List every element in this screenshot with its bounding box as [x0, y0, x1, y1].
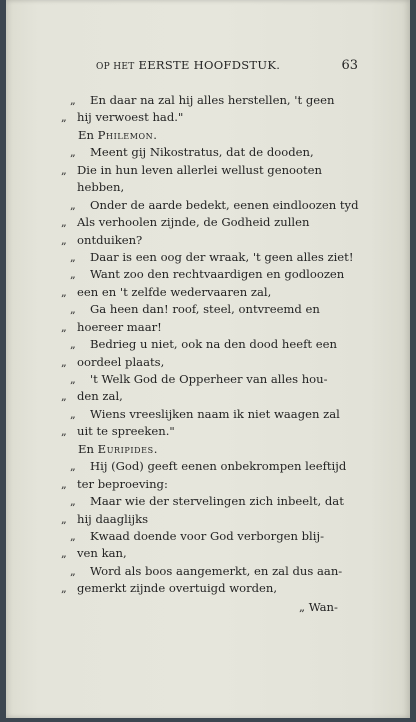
- text-line: [64, 563, 364, 580]
- speaker-line: En Euripides.: [78, 441, 158, 456]
- running-head-prefix: OP HET: [96, 62, 135, 72]
- page-number: 63: [341, 58, 358, 73]
- line-text: 't Welk God de Opperheer van alles hou-: [90, 372, 328, 386]
- text-line: [64, 336, 364, 353]
- text-line: [61, 580, 364, 597]
- line-text: ter beproeving:: [77, 476, 168, 491]
- line-text: Wiens vreeslijken naam ik niet waagen zal: [90, 406, 340, 421]
- quote-mark: „: [61, 320, 67, 334]
- quote-mark: „: [70, 250, 76, 264]
- line-text: Ga heen dan! roof, steel, ontvreemd en: [90, 302, 320, 317]
- text-line: [64, 493, 364, 510]
- text-line: [64, 441, 364, 458]
- text-line: [61, 109, 364, 126]
- quote-mark: „: [61, 216, 67, 230]
- text-line: [61, 284, 364, 301]
- text-line: [64, 406, 364, 423]
- quote-mark: „: [70, 146, 76, 160]
- text-line: [61, 476, 364, 493]
- quote-mark: „: [61, 547, 67, 561]
- text-line: [64, 266, 364, 283]
- text-line: [61, 232, 364, 249]
- line-text: uit te spreeken.": [77, 424, 175, 439]
- quote-mark: „: [70, 268, 76, 282]
- line-text: Onder de aarde bedekt, eenen eindloozen tyd: [90, 197, 359, 212]
- line-text: Word als boos aangemerkt, en zal dus aan-: [90, 563, 343, 578]
- line-text: den zal,: [77, 389, 123, 404]
- quote-mark: „: [61, 390, 67, 404]
- text-line: [61, 319, 364, 336]
- line-text: hoereer maar!: [77, 319, 162, 334]
- text-line: [64, 528, 364, 545]
- line-text: gemerkt zijnde overtuigd worden,: [77, 581, 278, 596]
- line-text: hij daaglijks: [77, 511, 149, 526]
- text-line: [64, 249, 364, 266]
- line-text: En daar na zal hij alles herstellen, 't geen: [90, 93, 335, 107]
- line-text: hebben,: [77, 180, 125, 195]
- quote-mark: „: [70, 460, 76, 474]
- quote-mark: „: [70, 529, 76, 543]
- line-text: Daar is een oog der wraak, 't geen alles ziet!: [90, 249, 354, 264]
- quote-mark: „: [70, 303, 76, 317]
- text-line: [64, 92, 364, 109]
- line-text: Hij (God) geeft eenen onbekrompen leeftijd: [90, 459, 347, 474]
- quote-mark: „: [70, 564, 76, 578]
- text-line: [61, 511, 364, 528]
- quote-mark: „: [61, 285, 67, 299]
- line-text: Als verhoolen zijnde, de Godheid zullen: [77, 215, 310, 230]
- line-text: ven kan,: [77, 546, 127, 561]
- body-text: [61, 92, 364, 598]
- text-line: [64, 127, 364, 144]
- catchword: „ Wan-: [299, 600, 338, 614]
- quote-mark: „: [70, 198, 76, 212]
- line-text: oordeel plaats,: [77, 354, 165, 369]
- text-line: [61, 388, 364, 405]
- quote-mark: „: [61, 477, 67, 491]
- line-text: een en 't zelfde wedervaaren zal,: [77, 284, 272, 299]
- running-head-main: EERSTE HOOFDSTUK.: [138, 58, 281, 72]
- text-line: [61, 214, 364, 231]
- text-line: [64, 458, 364, 475]
- text-line: [61, 354, 364, 371]
- speaker-line: En Philemon.: [78, 127, 158, 142]
- page-header: [96, 58, 358, 73]
- text-line: [64, 144, 364, 161]
- line-text: Want zoo den rechtvaardigen en godloozen: [90, 267, 345, 282]
- line-text: hij verwoest had.": [77, 110, 184, 125]
- line-text: Bedrieg u niet, ook na den dood heeft een: [90, 337, 337, 352]
- quote-mark: „: [70, 407, 76, 421]
- line-text: Meent gij Nikostratus, dat de dooden,: [90, 145, 314, 160]
- quote-mark: „: [61, 582, 67, 596]
- line-text: ontduiken?: [77, 232, 143, 247]
- quote-mark: „: [61, 111, 67, 125]
- text-line: [61, 545, 364, 562]
- line-text: Die in hun leven allerlei wellust genooten: [77, 162, 322, 177]
- text-line: [61, 162, 364, 179]
- quote-mark: „: [70, 373, 76, 386]
- text-line: [64, 371, 364, 388]
- quote-mark: „: [61, 355, 67, 369]
- book-page: [6, 0, 410, 718]
- running-head: [96, 58, 280, 72]
- text-line: [61, 423, 364, 440]
- quote-mark: „: [61, 233, 67, 247]
- quote-mark: „: [70, 338, 76, 352]
- quote-mark: „: [61, 163, 67, 177]
- line-text: Kwaad doende voor God verborgen blij-: [90, 528, 324, 543]
- text-line: [64, 179, 364, 196]
- quote-mark: „: [70, 495, 76, 509]
- line-text: Maar wie der stervelingen zich inbeelt, dat: [90, 494, 344, 509]
- quote-mark: „: [61, 425, 67, 439]
- text-line: [64, 301, 364, 318]
- text-line: [64, 197, 364, 214]
- quote-mark: „: [61, 512, 67, 526]
- quote-mark: „: [70, 94, 76, 107]
